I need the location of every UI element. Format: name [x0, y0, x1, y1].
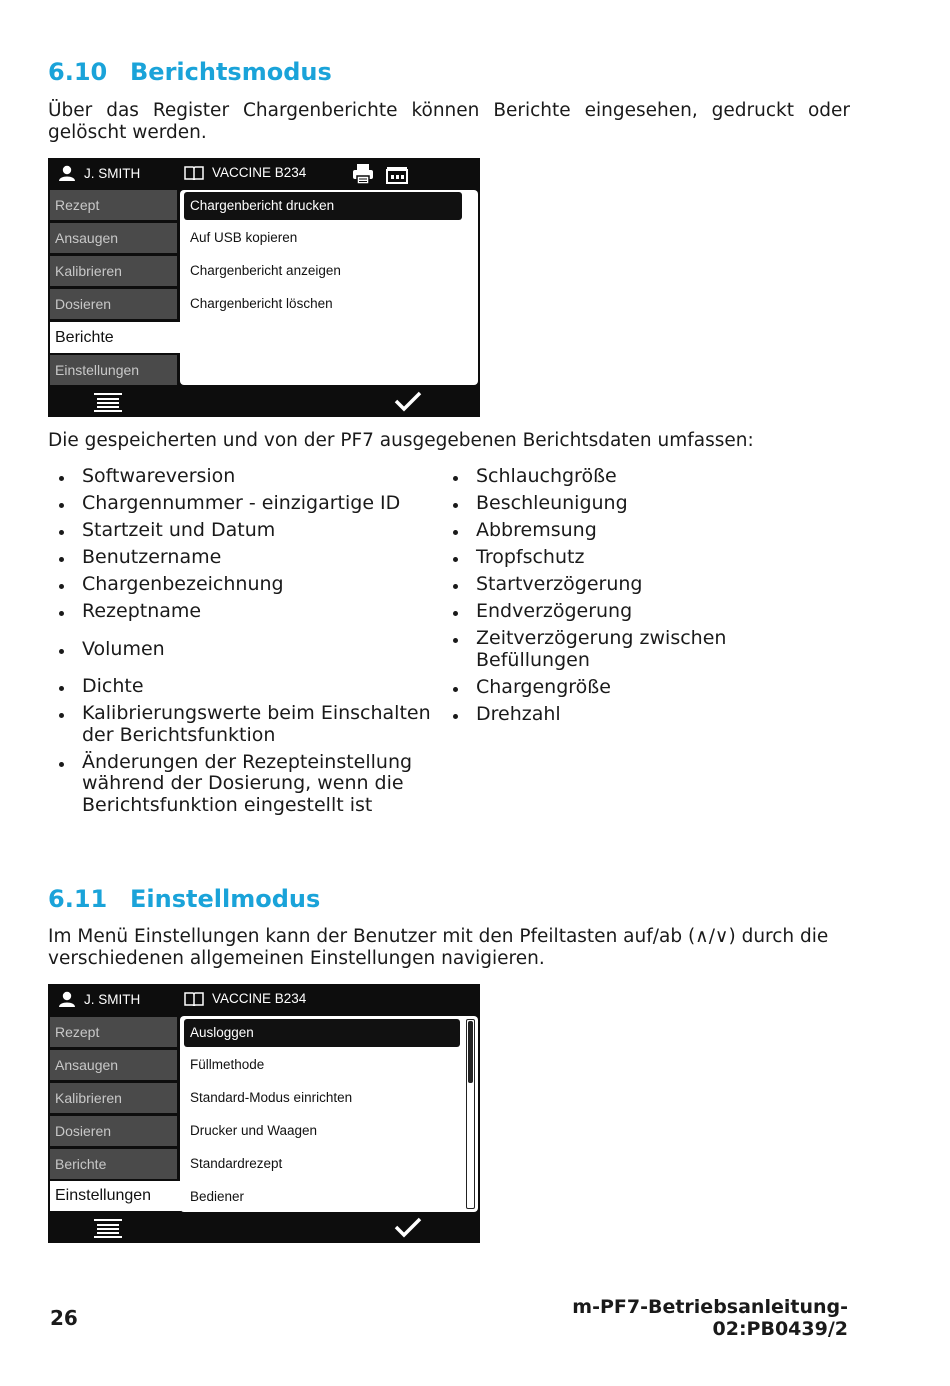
- tab-rezept[interactable]: Rezept: [50, 1017, 177, 1047]
- user-indicator: [58, 165, 140, 181]
- tab-berichte[interactable]: Berichte: [50, 1149, 177, 1179]
- user-indicator: [58, 991, 140, 1007]
- section-title: Berichtsmodus: [130, 58, 332, 86]
- section-number: 6.10: [48, 58, 108, 86]
- menu-panel: [180, 190, 478, 385]
- menu-panel: [180, 1016, 478, 1212]
- tab-kalibrieren[interactable]: Kalibrieren: [50, 1083, 177, 1113]
- scrollbar[interactable]: [466, 1019, 475, 1209]
- report-data-list-right: [442, 466, 772, 725]
- user-name: J. SMITH: [84, 991, 141, 1007]
- section-heading-6-10: [48, 58, 332, 86]
- list-item: Beschleunigung: [442, 493, 772, 515]
- checkmark-icon[interactable]: [394, 390, 422, 412]
- list-item: Schlauchgröße: [442, 466, 772, 488]
- document-id-line-2: 02:PB0439/2: [712, 1318, 848, 1340]
- softkey-bar: [48, 386, 480, 418]
- menu-item-view-report[interactable]: Chargenbericht anzeigen: [190, 263, 341, 278]
- status-bar: [48, 158, 480, 190]
- list-item: Kalibrierungswerte beim Einschalten der Berichtsfunktion: [48, 703, 443, 746]
- list-item: Chargennummer - einzigartige ID: [48, 493, 443, 515]
- report-data-intro: Die gespeicherten und von der PF7 ausgegebenen Berichtsdaten umfassen:: [48, 430, 754, 451]
- menu-item-copy-usb[interactable]: Auf USB kopieren: [190, 230, 298, 245]
- section-number: 6.11: [48, 885, 108, 913]
- menu-lines-icon[interactable]: [94, 1218, 122, 1238]
- book-icon: [184, 991, 204, 1006]
- list-item: Rezeptname: [48, 601, 443, 623]
- book-icon: [184, 165, 204, 180]
- list-item: Softwareversion: [48, 466, 443, 488]
- list-item: Abbremsung: [442, 520, 772, 542]
- tab-einstellungen[interactable]: Einstellungen: [50, 355, 177, 385]
- device-screen-settings: [48, 984, 480, 1243]
- user-icon: [58, 991, 76, 1007]
- tab-dosieren[interactable]: Dosieren: [50, 289, 177, 319]
- status-icons: [352, 163, 408, 185]
- menu-item-operator[interactable]: Bediener: [190, 1189, 245, 1204]
- list-item: Benutzername: [48, 547, 443, 569]
- list-item: Dichte: [48, 676, 443, 698]
- list-item: Drehzahl: [442, 704, 772, 726]
- section-intro: Im Menü Einstellungen kann der Benutzer mit den Pfeiltasten auf/ab (∧/∨) durch die verschiedenen allgemeinen Einstellungen navigieren.: [48, 926, 829, 969]
- section-title: Einstellmodus: [130, 885, 321, 913]
- list-item: Startverzögerung: [442, 574, 772, 596]
- menu-item-fill-method[interactable]: Füllmethode: [190, 1057, 265, 1072]
- menu-item-standard-mode[interactable]: Standard-Modus einrichten: [190, 1090, 353, 1105]
- list-item: Zeitverzögerung zwischen Befüllungen: [442, 628, 772, 671]
- tab-ansaugen[interactable]: Ansaugen: [50, 1050, 177, 1080]
- batch-name: VACCINE B234: [212, 165, 307, 180]
- report-data-list-left: [48, 466, 443, 816]
- user-name: J. SMITH: [84, 165, 141, 181]
- list-item: Chargengröße: [442, 677, 772, 699]
- user-icon: [58, 165, 76, 181]
- menu-item-default-recipe[interactable]: Standardrezept: [190, 1156, 283, 1171]
- list-item: Endverzögerung: [442, 601, 772, 623]
- tab-kalibrieren[interactable]: Kalibrieren: [50, 256, 177, 286]
- device-screen-reports: [48, 158, 480, 417]
- menu-item-print-report[interactable]: Chargenbericht drucken: [184, 192, 462, 220]
- menu-item-printer-scales[interactable]: Drucker und Waagen: [190, 1123, 318, 1138]
- menu-item-delete-report[interactable]: Chargenbericht löschen: [190, 296, 333, 311]
- list-item: Tropfschutz: [442, 547, 772, 569]
- document-id-line-1: m-PF7-Betriebsanleitung-: [572, 1296, 848, 1318]
- menu-item-logout[interactable]: Ausloggen: [184, 1019, 460, 1047]
- batch-name: VACCINE B234: [212, 991, 307, 1006]
- tab-berichte[interactable]: Berichte: [50, 322, 181, 353]
- tab-rezept[interactable]: Rezept: [50, 190, 177, 220]
- page-number: 26: [50, 1306, 78, 1330]
- batch-indicator: [184, 165, 306, 180]
- document-id: [572, 1296, 848, 1340]
- list-item: Startzeit und Datum: [48, 520, 443, 542]
- tab-ansaugen[interactable]: Ansaugen: [50, 223, 177, 253]
- usb-icon[interactable]: [386, 163, 408, 185]
- checkmark-icon[interactable]: [394, 1216, 422, 1238]
- tab-dosieren[interactable]: Dosieren: [50, 1116, 177, 1146]
- status-bar: [48, 984, 480, 1016]
- section-intro: Über das Register Chargenberichte können Berichte eingesehen, gedruckt oder gelöscht werden.: [48, 100, 850, 143]
- printer-icon[interactable]: [352, 163, 374, 185]
- section-heading-6-11: [48, 885, 320, 913]
- menu-lines-icon[interactable]: [94, 392, 122, 412]
- tab-einstellungen[interactable]: Einstellungen: [50, 1181, 181, 1211]
- scrollbar-thumb[interactable]: [468, 1021, 473, 1083]
- list-item: Chargenbezeichnung: [48, 574, 443, 596]
- batch-indicator: [184, 991, 306, 1006]
- list-item: Änderungen der Rezepteinstellung während der Dosierung, wenn die Berichtsfunktion eingestellt ist: [48, 752, 443, 817]
- softkey-bar: [48, 1213, 480, 1245]
- list-item: Volumen: [48, 639, 443, 661]
